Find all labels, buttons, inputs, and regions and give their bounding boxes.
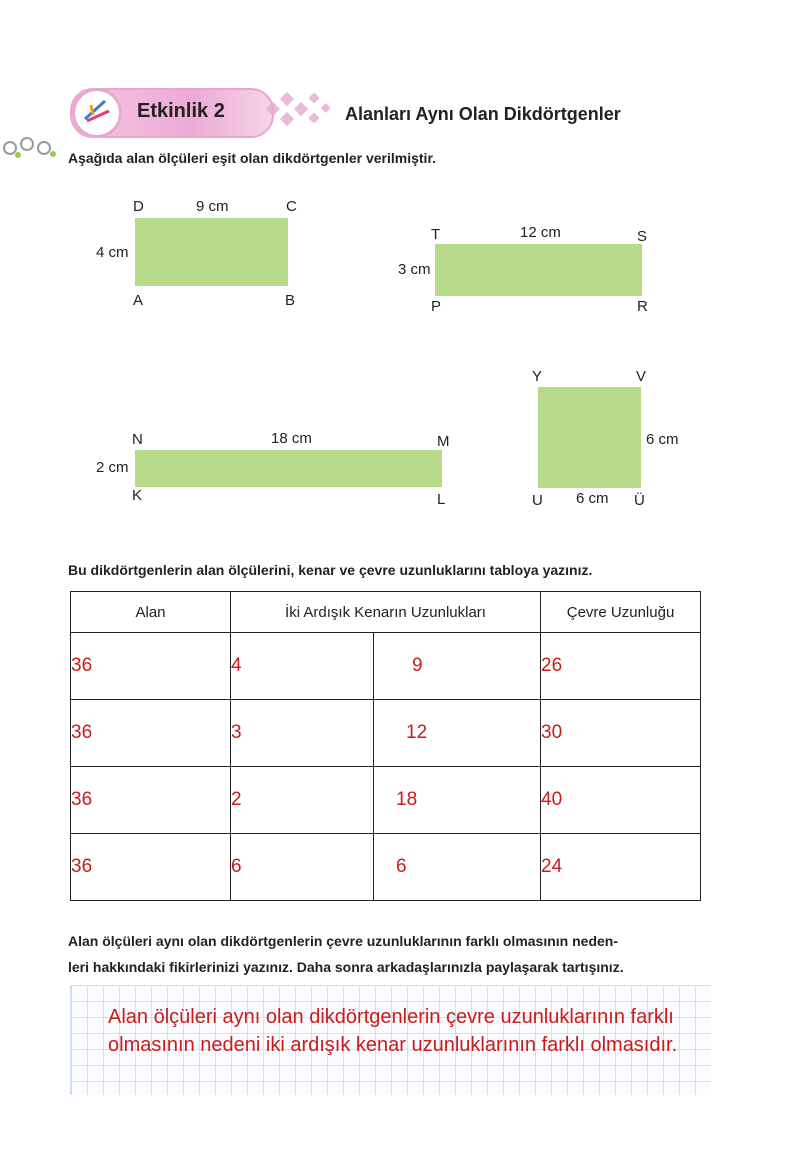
cell-alan[interactable]: 36 [71, 700, 231, 767]
diamond-pattern-icon [262, 88, 342, 134]
cell-alan[interactable]: 36 [71, 633, 231, 700]
vertex-label: M [437, 433, 450, 450]
table-row [71, 767, 701, 834]
cell-cevre[interactable]: 24 [541, 834, 701, 901]
width-label: 12 cm [520, 224, 561, 241]
cell-side1[interactable]: 2 [231, 767, 374, 834]
header-alan: Alan [71, 592, 231, 633]
vertex-label: A [133, 292, 144, 309]
vertex-label: P [431, 298, 442, 315]
vertex-label: Ü [634, 492, 645, 509]
discussion-question [68, 928, 728, 980]
square-uuvy [538, 387, 641, 488]
question-line: Alan ölçüleri aynı olan dikdörtgenlerin çevre uzunluklarının farklı olmasının neden- [68, 933, 619, 949]
results-table [70, 591, 701, 901]
vertex-label: U [532, 492, 543, 509]
height-label: 6 cm [646, 431, 679, 448]
vertex-label: Y [532, 368, 543, 385]
cell-cevre[interactable]: 40 [541, 767, 701, 834]
cell-side2[interactable]: 12 [374, 700, 541, 767]
cell-side1[interactable]: 6 [231, 834, 374, 901]
height-label: 3 cm [398, 261, 431, 278]
vertex-label: S [637, 228, 648, 245]
table-row [71, 700, 701, 767]
handwritten-answer [108, 1003, 748, 1059]
cell-side2[interactable]: 18 [374, 767, 541, 834]
cell-side2[interactable]: 9 [374, 633, 541, 700]
cell-cevre[interactable]: 26 [541, 633, 701, 700]
cell-side1[interactable]: 4 [231, 633, 374, 700]
width-label: 18 cm [271, 430, 312, 447]
table-row [71, 834, 701, 901]
activity-icon [72, 88, 122, 138]
question-line: leri hakkındaki fikirlerinizi yazınız. Daha sonra arkadaşlarınızla paylaşarak tartışınız. [68, 959, 624, 975]
width-label: 6 cm [576, 490, 609, 507]
height-label: 4 cm [96, 244, 129, 261]
vertex-label: R [637, 298, 648, 315]
answer-line: Alan ölçüleri aynı olan dikdörtgenlerin çevre uzunluklarının farklı [108, 1006, 674, 1028]
header-sides: İki Ardışık Kenarın Uzunlukları [231, 592, 541, 633]
gears-icon [0, 133, 62, 163]
rectangle-abcd [135, 218, 288, 286]
cell-alan[interactable]: 36 [71, 834, 231, 901]
table-header-row [71, 592, 701, 633]
width-label: 9 cm [196, 198, 229, 215]
vertex-label: C [286, 198, 297, 215]
vertex-label: K [132, 487, 143, 504]
height-label: 2 cm [96, 459, 129, 476]
cell-cevre[interactable]: 30 [541, 700, 701, 767]
vertex-label: L [437, 491, 446, 508]
vertex-label: D [133, 198, 144, 215]
vertex-label: T [431, 226, 441, 243]
cell-side2[interactable]: 6 [374, 834, 541, 901]
vertex-label: N [132, 431, 143, 448]
intro-text: Aşağıda alan ölçüleri eşit olan dikdörtgenler verilmiştir. [68, 150, 437, 166]
rectangle-prst [435, 244, 642, 296]
activity-title: Alanları Aynı Olan Dikdörtgenler [345, 104, 621, 124]
cell-alan[interactable]: 36 [71, 767, 231, 834]
answer-line: olmasının nedeni iki ardışık kenar uzunluklarının farklı olmasıdır. [108, 1034, 678, 1056]
header-cevre: Çevre Uzunluğu [541, 592, 701, 633]
vertex-label: V [636, 368, 647, 385]
table-row [71, 633, 701, 700]
table-instruction: Bu dikdörtgenlerin alan ölçülerini, kenar ve çevre uzunluklarını tabloya yazınız. [68, 562, 593, 578]
vertex-label: B [285, 292, 296, 309]
cell-side1[interactable]: 3 [231, 700, 374, 767]
rectangle-klmn [135, 450, 442, 487]
activity-label: Etkinlik 2 [137, 100, 225, 122]
